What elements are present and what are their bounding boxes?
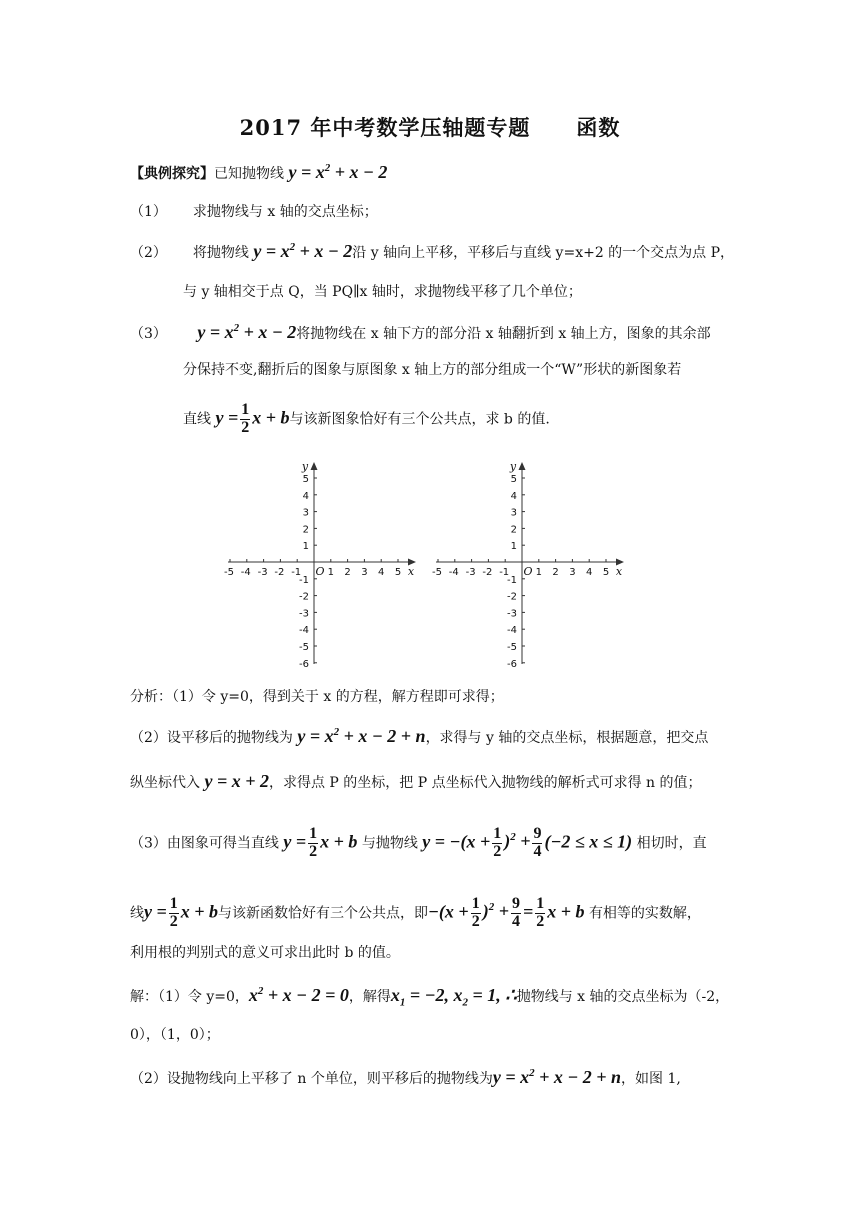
analysis-l4-c: 相切时，直 [636,835,707,852]
analysis-l2-a: （2）设平移后的抛物线为 [130,730,293,746]
solution-l1-b: ，解得 [348,989,391,1005]
x-tick-label: -1 [291,567,302,578]
x-tick-label: -2 [274,567,285,578]
x-tick-label: -2 [482,567,493,578]
q3-parabola-equation: $y = x^2 + x - 2$ [197,322,297,342]
solution-line-1 [130,985,730,1009]
x-tick-label: 1 [535,567,542,578]
question-3-line-3: 直线 y = $\frac{1}{2}$ x + b与该新图象恰好有三个公共点，求 b 的值. [183,401,550,436]
question-3-line-1 [130,323,711,341]
x-tick-label: 4 [586,567,593,578]
y-tick-label: -3 [299,608,309,620]
solution-l1-c: 抛物线与 x 轴的交点坐标为（-2， [516,989,730,1005]
q1-number: （1） [130,204,167,220]
q3-text-a: 将抛物线在 x 轴下方的部分沿 x 轴翻折到 x 轴上方，图象的其余部 [296,326,711,342]
roots: $x_1 = -2$, $x_2 = 1$, ∴ [390,985,517,1009]
title-main: 2017 年中考数学压轴题专题 [239,115,531,140]
line-y-x-plus-2: y = x + 2 [204,771,269,791]
x-tick-label: -4 [240,567,251,578]
page-title [0,112,860,142]
y-tick-label: -1 [507,574,517,586]
analysis-l3-b: ，求得点 P 的坐标，把 P 点坐标代入抛物线的解析式可求得 n 的值； [268,775,702,791]
x-tick-label: -5 [432,567,442,578]
shifted-parabola-equation: $y = x^2 + x - 2 + n$ [297,726,426,746]
fraction-one-half: $\frac{1}{2}$ [241,401,250,436]
parabola-equation: $y = x^2 + x - 2$ [288,162,388,182]
y-tick-label: 4 [302,490,309,502]
analysis-line-1: 分析：（1）令 y=0，得到关于 x 的方程，解方程即可求得； [130,689,504,705]
x-tick-label: -3 [257,567,268,578]
analysis-l2-b: ，求得与 y 轴的交点坐标，根据题意，把交点 [425,730,709,746]
y-tick-label: -5 [299,642,309,653]
x-tick-label: 5 [394,567,402,578]
y-tick-label: 5 [302,474,309,485]
analysis-line-6: 利用根的判别式的意义可求出此时 b 的值。 [130,945,400,961]
question-2-line-1 [130,242,734,260]
y-axis-label: y [301,460,309,473]
x-axis-label: x [407,565,415,578]
q2-text-b: 沿 y 轴向上平移，平移后与直线 y=x+2 的一个交点为点 P， [352,245,735,261]
x-tick-label: 2 [552,567,559,578]
analysis-line-2 [130,727,708,745]
analysis-line-3 [130,772,702,790]
solution-l1-a: 解：（1）令 y=0， [130,989,249,1005]
x-tick-label: 4 [378,567,385,578]
y-tick-label: -4 [507,625,517,637]
x-tick-label: -5 [224,567,234,578]
y-tick-label: 3 [510,507,517,519]
q3-number: （3） [130,326,167,342]
title-sub: 函数 [576,115,621,140]
y-tick-label: 1 [302,541,309,553]
origin-label: O [315,565,325,578]
analysis-l5-c: 有相等的实数解， [588,905,701,922]
question-1 [130,205,378,219]
y-tick-label: -6 [507,658,517,670]
x-tick-label: 3 [569,567,576,578]
solution-line-2: 0），（1，0）； [130,1027,220,1043]
y-axis-arrow [519,462,526,470]
y-tick-label: 4 [510,490,517,502]
analysis-l3-a: 纵坐标代入 [130,775,200,791]
coordinate-grid-left [222,458,422,670]
x-tick-label: -1 [499,567,510,578]
q2-parabola-equation: $y = x^2 + x - 2$ [253,241,353,261]
y-tick-label: -5 [507,642,517,653]
q1-text: 求抛物线与 x 轴的交点坐标； [192,204,378,220]
example-intro-line [130,163,387,181]
analysis-line-4: （3）由图象可得当直线 y = $\frac{1}{2}$ x + b 与抛物线 y = −(x + $\frac{1}{2}$ )$^2$ + $\frac{9}{4}$ (−2 ≤ x ≤ 1) 相切时，直 [130,825,707,860]
y-axis-arrow [311,462,318,470]
q3-text-c1: 直线 [183,411,211,428]
y-tick-label: -3 [507,608,517,620]
analysis-l4-a: （3）由图象可得当直线 [130,835,279,852]
y-tick-label: -1 [299,574,309,586]
solution-shifted-parabola: $y = x^2 + x - 2 + n$ [492,1067,622,1087]
x-tick-label: 5 [602,567,610,578]
y-tick-label: 1 [510,541,517,553]
tangent-equation: −(x + [428,901,469,922]
y-tick-label: 3 [302,507,309,519]
flipped-parabola-equation: y = −(x + [422,831,491,852]
question-2-line-2: 与 y 轴相交于点 Q，当 PQ∥x 轴时，求抛物线平移了几个单位； [183,284,582,300]
y-tick-label: -2 [299,591,309,603]
x-tick-label: -3 [465,567,476,578]
line-equation: y = [215,407,239,428]
q2-text-a: 将抛物线 [192,245,249,261]
y-axis-label: y [509,460,517,473]
y-tick-label: 5 [510,474,517,485]
solution-l3-a: （2）设抛物线向上平移了 n 个单位，则平移后的抛物线为 [130,1071,493,1087]
x-tick-label: 2 [344,567,351,578]
x-axis-label: x [615,565,623,578]
example-tag: 【典例探究】 [130,166,214,182]
x-tick-label: 1 [327,567,334,578]
question-3-line-2: 分保持不变,翻折后的图象与原图象 x 轴上方的部分组成一个“W”形状的新图象若 [183,362,682,378]
analysis-line-5: 线y = $\frac{1}{2}$ x + b与该新函数恰好有三个公共点，即−(x + $\frac{1}{2}$ )$^2$ + $\frac{9}{4}$ = $\frac{1}{2}$ x + b 有相等的实数解， [130,895,701,930]
example-intro: 已知抛物线 [214,166,284,182]
analysis-l5-a: 线 [130,905,144,922]
q3-text-c2: 与该新图象恰好有三个公共点，求 b 的值. [289,411,550,428]
y-tick-label: 2 [510,524,517,536]
coordinate-grid-right [430,458,630,670]
solution-line-3 [130,1068,681,1086]
y-tick-label: 2 [302,524,309,536]
quadratic-equation: $x^2 + x - 2 = 0$ [248,985,349,1005]
analysis-l4-b: 与抛物线 [361,835,418,852]
x-tick-label: 3 [361,567,368,578]
q2-number: （2） [130,245,167,261]
y-tick-label: -4 [299,625,309,637]
analysis-l5-b: 与该新函数恰好有三个公共点，即 [218,905,429,922]
solution-l3-b: ，如图 1, [621,1071,681,1087]
y-tick-label: -6 [299,658,309,670]
y-tick-label: -2 [507,591,517,603]
origin-label: O [523,565,533,578]
x-tick-label: -4 [448,567,459,578]
